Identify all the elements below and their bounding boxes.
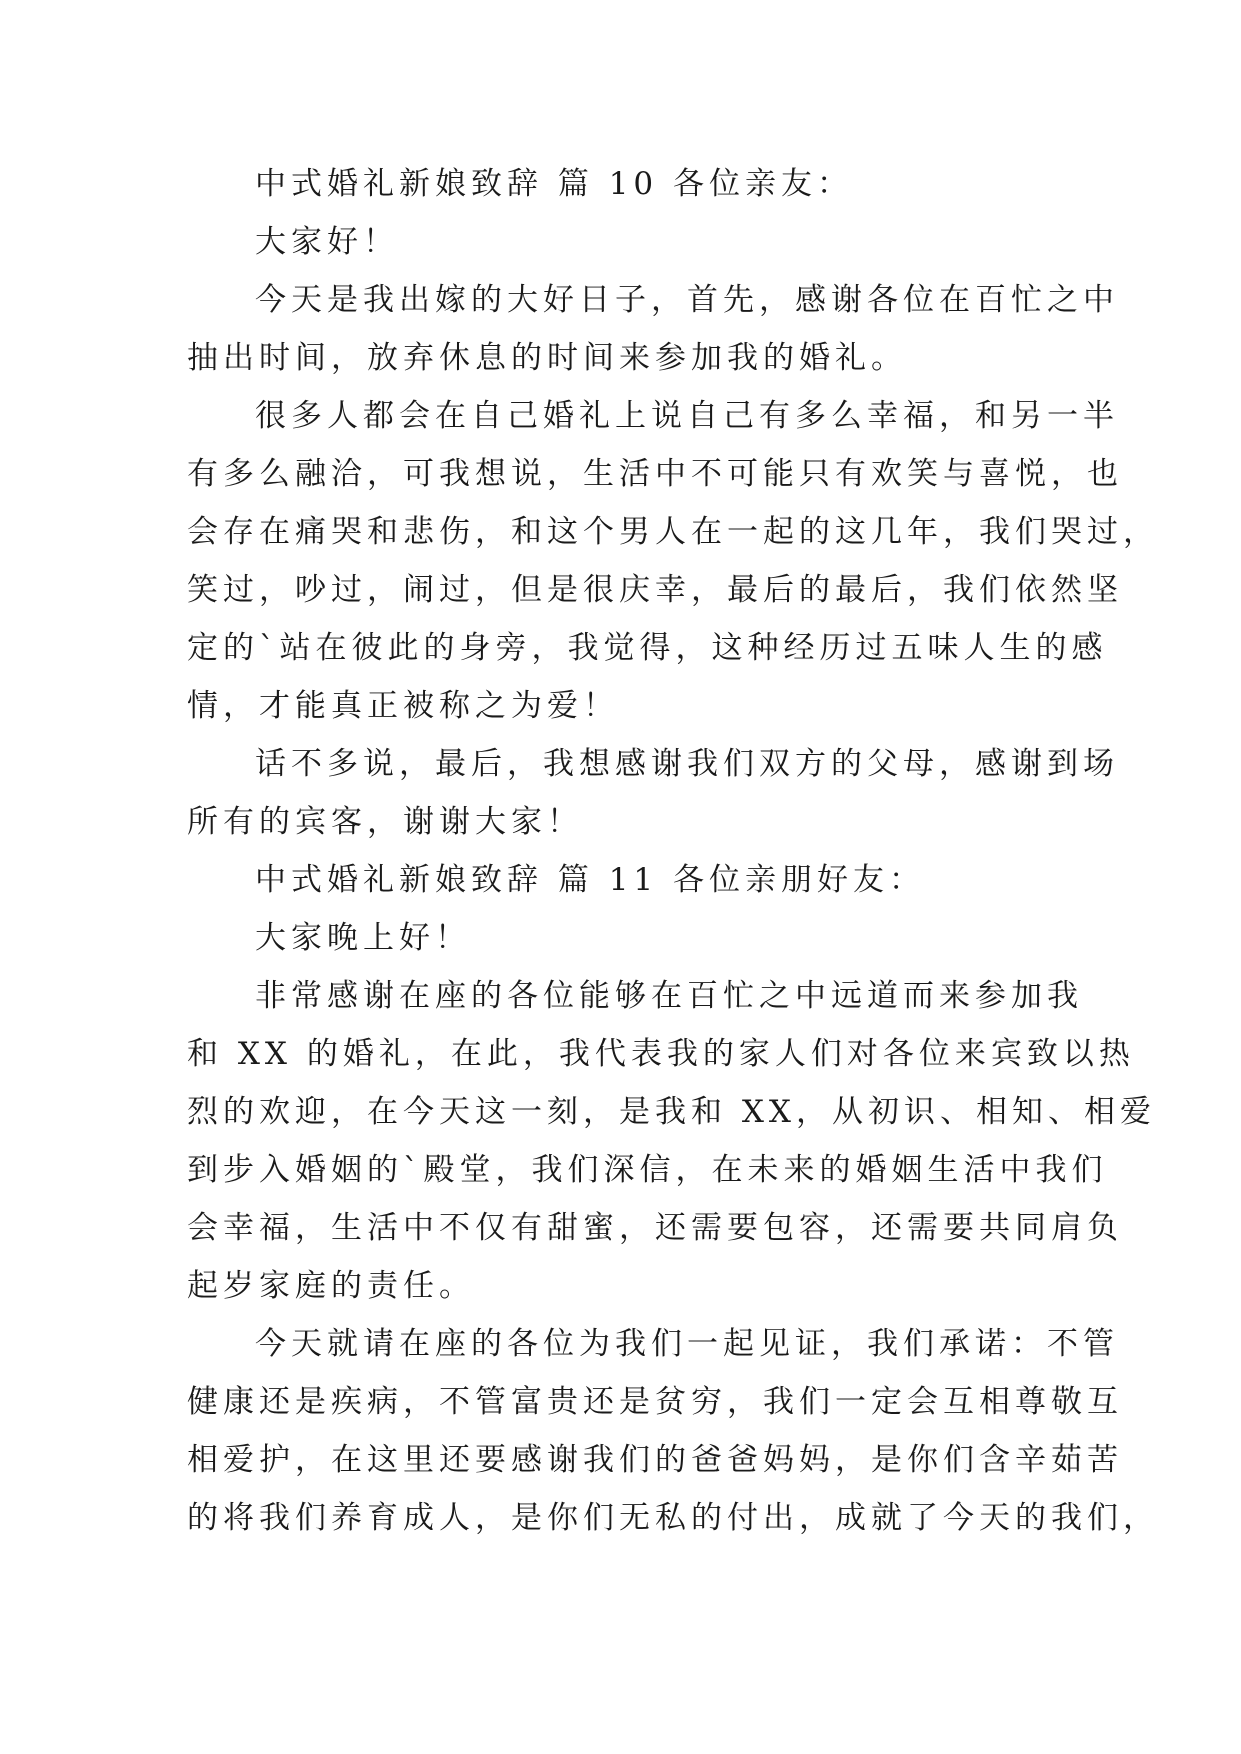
text-line: 会幸福，生活中不仅有甜蜜，还需要包容，还需要共同肩负 [187,1210,1123,1246]
text-line: 非常感谢在座的各位能够在百忙之中远道而来参加我 [255,978,1083,1014]
text-line-heading-11: 中式婚礼新娘致辞 篇 11 各位亲朋好友： [255,862,926,898]
text-line: 大家好！ [255,224,399,260]
text-line: 今天就请在座的各位为我们一起见证，我们承诺：不管 [255,1326,1119,1362]
text-line: 很多人都会在自己婚礼上说自己有多么幸福，和另一半 [255,398,1119,434]
text-line-heading-10: 中式婚礼新娘致辞 篇 10 各位亲友： [255,166,854,202]
text-line: 情，才能真正被称之为爱！ [187,688,619,724]
text-line: 大家晚上好！ [255,920,471,956]
text-line: 相爱护，在这里还要感谢我们的爸爸妈妈，是你们含辛茹苦 [187,1442,1123,1478]
text-line: 会存在痛哭和悲伤，和这个男人在一起的这几年，我们哭过， [187,514,1159,550]
text-line: 到步入婚姻的`殿堂，我们深信，在未来的婚姻生活中我们 [187,1152,1108,1188]
text-line: 起岁家庭的责任。 [187,1268,475,1304]
text-line: 定的`站在彼此的身旁，我觉得，这种经历过五味人生的感 [187,630,1108,666]
document-page [187,155,1159,1547]
text-line: 烈的欢迎，在今天这一刻，是我和 XX，从初识、相知、相爱 [187,1094,1156,1130]
text-line: 的将我们养育成人，是你们无私的付出，成就了今天的我们， [187,1500,1159,1536]
text-line: 所有的宾客，谢谢大家！ [187,804,583,840]
text-line: 有多么融洽，可我想说，生活中不可能只有欢笑与喜悦，也 [187,456,1123,492]
text-line: 话不多说，最后，我想感谢我们双方的父母，感谢到场 [255,746,1119,782]
text-line: 健康还是疾病，不管富贵还是贫穷，我们一定会互相尊敬互 [187,1384,1123,1420]
text-line: 和 XX 的婚礼，在此，我代表我的家人们对各位来宾致以热 [187,1036,1135,1072]
text-line: 笑过，吵过，闹过，但是很庆幸，最后的最后，我们依然坚 [187,572,1123,608]
text-line: 抽出时间，放弃休息的时间来参加我的婚礼。 [187,340,907,376]
text-line: 今天是我出嫁的大好日子，首先，感谢各位在百忙之中 [255,282,1119,318]
